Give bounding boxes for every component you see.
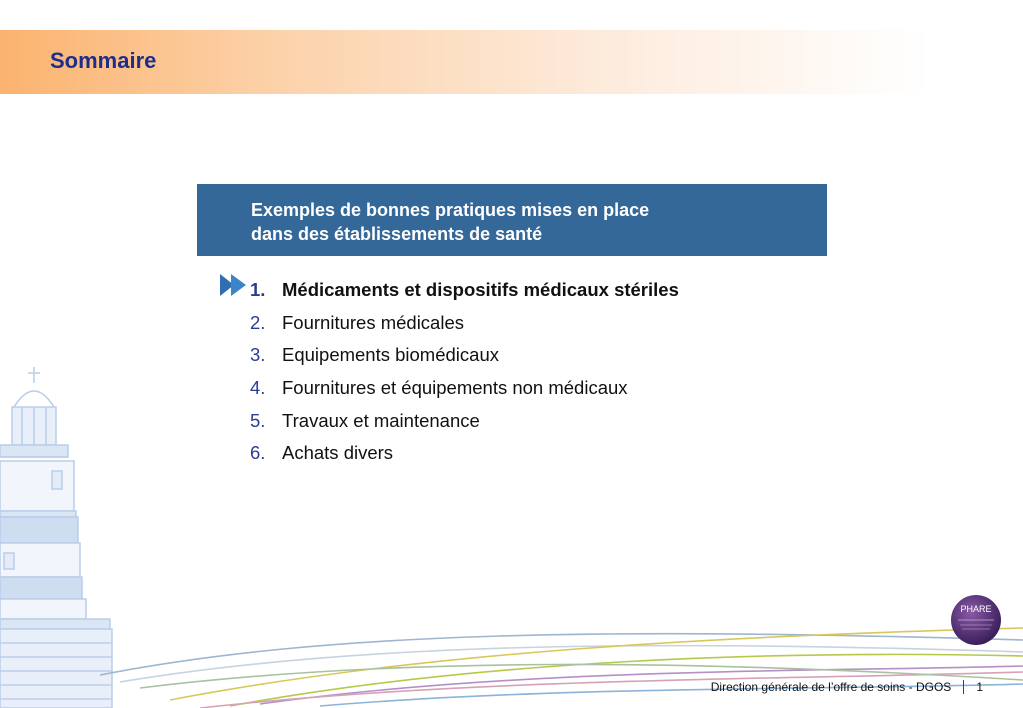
page-title: Sommaire bbox=[50, 48, 157, 73]
toc-item[interactable] bbox=[250, 404, 679, 437]
toc-item[interactable] bbox=[250, 307, 679, 340]
section-title-line-2: dans des établissements de santé bbox=[251, 224, 543, 244]
footer-divider bbox=[963, 680, 964, 694]
phare-logo-text: PHARE bbox=[960, 604, 992, 614]
section-header bbox=[197, 184, 827, 256]
toc-item-label: Achats divers bbox=[282, 442, 394, 464]
toc-item-number: 2. bbox=[250, 311, 266, 333]
toc-item-number: 5. bbox=[250, 409, 266, 431]
toc-item-number: 4. bbox=[250, 377, 266, 399]
toc-item-label: Fournitures médicales bbox=[282, 311, 464, 333]
toc-item[interactable] bbox=[250, 437, 679, 470]
toc-item-number: 3. bbox=[250, 344, 266, 366]
toc-item[interactable] bbox=[250, 372, 679, 405]
double-chevron-right-icon bbox=[220, 272, 250, 298]
footer-organization: Direction générale de l’offre de soins - DGOS bbox=[710, 680, 952, 694]
toc-item-label: Médicaments et dispositifs médicaux stériles bbox=[282, 279, 679, 301]
toc-item[interactable] bbox=[250, 274, 679, 307]
footer bbox=[711, 680, 983, 694]
table-of-contents bbox=[250, 274, 679, 470]
toc-item-label: Fournitures et équipements non médicaux bbox=[282, 377, 628, 399]
toc-item-number: 1. bbox=[250, 279, 266, 301]
toc-item-number: 6. bbox=[250, 442, 266, 464]
phare-logo-icon bbox=[950, 594, 1002, 646]
toc-item-label: Equipements biomédicaux bbox=[282, 344, 499, 366]
toc-item[interactable] bbox=[250, 339, 679, 372]
toc-item-label: Travaux et maintenance bbox=[282, 409, 480, 431]
page-number: 1 bbox=[976, 680, 983, 694]
section-title-line-1: Exemples de bonnes pratiques mises en place bbox=[251, 200, 650, 220]
